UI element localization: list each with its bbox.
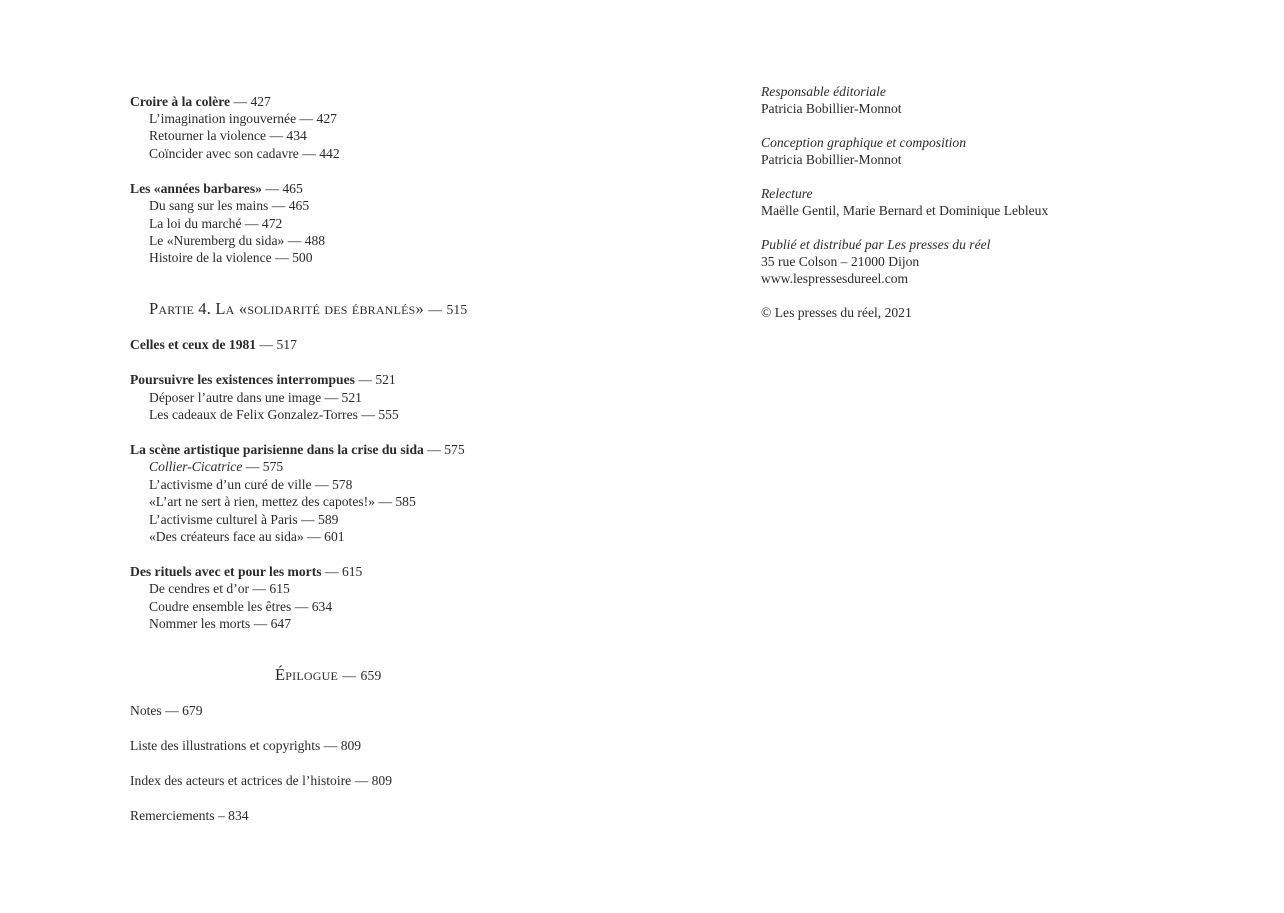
dash: — [378,494,392,509]
dash: — [324,564,339,579]
toc-item [149,458,283,475]
section-title: Celles et ceux de 1981 [130,337,257,352]
dash: — [428,302,443,317]
page-number: 809 [340,738,362,753]
item-label: Index des acteurs et actrices de l’histoire [130,773,352,788]
page-number: 434 [286,128,307,143]
toc-item [149,493,416,510]
part-label: Partie 4. La [149,299,235,318]
dash: — [314,477,329,492]
page-number: 679 [182,703,203,718]
design-name: Patricia Bobillier-Monnot [761,152,902,167]
dash: — [245,459,260,474]
page-number: 517 [276,337,297,352]
item-label: Liste des illustrations et copyrights [130,738,321,753]
publisher-role: Publié et distribué par Les presses du réel [761,237,991,252]
page-number: 615 [269,581,290,596]
item-label: Le «Nuremberg du sida» [149,233,285,248]
page-number: 589 [318,512,339,527]
design-role: Conception graphique et composition [761,135,967,150]
page-number: 500 [292,250,313,265]
toc-item [149,580,290,597]
toc-section [130,441,465,458]
item-label: Remerciements [130,808,215,823]
page-number: 427 [316,111,337,126]
toc-section [130,371,396,388]
proof-role: Relecture [761,186,813,201]
publisher-website: www.lespressesdureel.com [761,271,909,286]
dash: — [427,442,441,457]
page-number: 427 [250,94,271,109]
publisher-address: 35 rue Colson – 21000 Dijon [761,254,920,269]
page-number: 834 [228,808,249,823]
backmatter-item [130,702,203,719]
dash: — [358,372,372,387]
toc-item [149,232,325,249]
backmatter-item [130,772,392,789]
toc-item [149,127,307,144]
quote-open: Les « [130,181,161,196]
dash: — [287,233,302,248]
page-number: 521 [341,390,362,405]
dash: — [275,250,289,265]
item-label: Coudre ensemble les êtres [149,599,292,614]
dash: — [323,738,338,753]
toc-section [130,180,303,197]
dash: – [217,808,225,823]
item-label: «Des créateurs face au sida» [149,529,304,544]
toc-item [149,145,340,162]
item-label: Collier-Cicatrice [149,459,243,474]
dash: — [299,111,314,126]
dash: — [361,407,375,422]
toc-item [149,511,338,528]
page-number: 465 [288,198,310,213]
page-number: 488 [304,233,326,248]
page-number: 634 [311,599,333,614]
section-title: La scène artistique parisienne dans la crise du sida [130,442,424,457]
editor-role: Responsable éditoriale [761,84,886,99]
item-label: L’activisme d’un curé de ville [149,477,312,492]
page-number: 515 [446,302,468,317]
item-label: L’activisme culturel à Paris [149,512,298,527]
copyright-notice: © Les presses du réel, 2021 [761,305,912,320]
editor-name: Patricia Bobillier-Monnot [761,101,902,116]
toc-item [149,215,282,232]
dash: — [253,616,268,631]
item-label: La loi du marché [149,216,242,231]
title-text: années barbares [160,181,256,196]
section-title: Des rituels avec et pour les morts [130,564,322,579]
dash: — [271,198,286,213]
dash: — [259,337,274,352]
item-label: «L’art ne sert à rien, mettez des capotes!» [149,494,375,509]
proof-names: Maëlle Gentil, Marie Bernard et Dominique Lebleux [761,203,1049,218]
toc-section [130,563,362,580]
dash: — [244,216,259,231]
item-label: L’imagination ingouvernée [149,111,297,126]
page-number: 659 [360,668,382,683]
page-number: 585 [395,494,416,509]
backmatter-item [130,737,361,754]
page-number: 601 [324,529,345,544]
toc-item [149,406,399,423]
toc-item [149,528,345,545]
section-title [130,181,262,196]
dash: — [265,181,279,196]
section-title: Poursuivre les existences interrompues [130,372,355,387]
dash: — [307,529,321,544]
quote-close: » [255,181,262,196]
toc-item [149,389,362,406]
backmatter-item [130,807,249,824]
dash: — [233,94,248,109]
epilogue-heading [275,666,381,684]
item-label: Coïncider avec son cadavre [149,146,299,161]
dash: — [165,703,179,718]
page-number: 647 [270,616,291,631]
toc-item [149,598,332,615]
page-number: 442 [319,146,340,161]
page-number: 521 [375,372,396,387]
dash: — [301,512,315,527]
part-title: «solidarité des ébranlés» [238,299,424,318]
item-label: Retourner la violence [149,128,267,143]
item-label: Du sang sur les mains [149,198,269,213]
item-label: Notes [130,703,162,718]
toc-item [149,476,352,493]
toc-section [130,93,271,110]
page-number: 575 [262,459,284,474]
toc-item [149,249,312,266]
item-label: Déposer l’autre dans une image [149,390,322,405]
item-label: Histoire de la violence [149,250,272,265]
dash: — [354,773,369,788]
epilogue-title: Épilogue [275,665,339,684]
toc-item [149,110,337,127]
item-label: Les cadeaux de Felix Gonzalez-Torres [149,407,358,422]
item-label: De cendres et d’or [149,581,250,596]
section-title: Croire à la colère [130,94,231,109]
page-number: 809 [371,773,392,788]
page-number: 465 [282,181,303,196]
toc-section [130,336,297,353]
dash: — [342,668,357,683]
dash: — [252,581,267,596]
page-number: 472 [261,216,283,231]
dash: — [269,128,284,143]
page-number: 575 [444,442,465,457]
dash: — [302,146,316,161]
part-heading [149,300,467,318]
toc-item [149,197,309,214]
page-number: 615 [341,564,363,579]
item-label: Nommer les morts [149,616,251,631]
page-number: 555 [378,407,399,422]
page-number: 578 [331,477,353,492]
toc-item [149,615,291,632]
dash: — [324,390,339,405]
dash: — [294,599,309,614]
